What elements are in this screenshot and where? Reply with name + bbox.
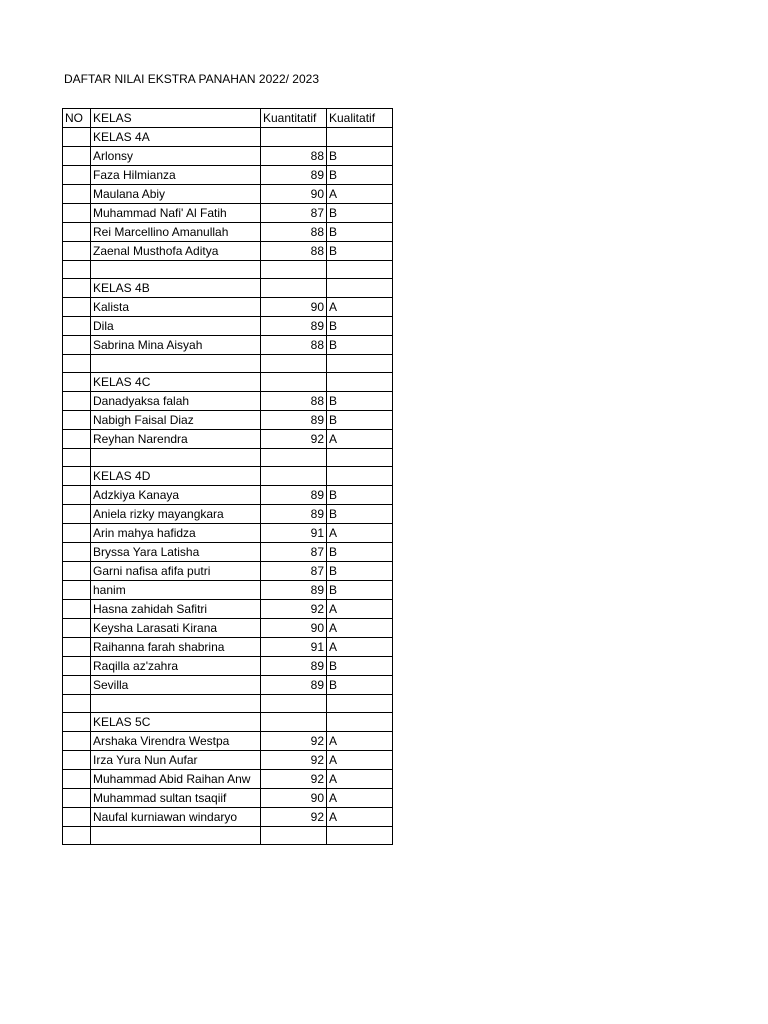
kuantitatif-score: 89 — [261, 166, 327, 185]
kualitatif-grade: B — [327, 336, 393, 355]
kualitatif-grade: A — [327, 600, 393, 619]
student-row — [63, 223, 393, 242]
kuantitatif-score: 90 — [261, 789, 327, 808]
no-cell — [63, 467, 91, 486]
no-cell — [63, 524, 91, 543]
kualitatif-cell — [327, 449, 393, 467]
no-cell — [63, 317, 91, 336]
kuantitatif-score: 88 — [261, 336, 327, 355]
kualitatif-cell — [327, 373, 393, 392]
kuantitatif-score: 88 — [261, 147, 327, 166]
student-row — [63, 657, 393, 676]
student-name: Garni nafisa afifa putri — [91, 562, 261, 581]
kuantitatif-score: 92 — [261, 430, 327, 449]
student-row — [63, 147, 393, 166]
no-cell — [63, 581, 91, 600]
student-name: Dila — [91, 317, 261, 336]
kualitatif-grade: A — [327, 808, 393, 827]
student-name: Rei Marcellino Amanullah — [91, 223, 261, 242]
student-row — [63, 336, 393, 355]
kualitatif-grade: B — [327, 166, 393, 185]
student-row — [63, 486, 393, 505]
kualitatif-grade: B — [327, 543, 393, 562]
class-group-row — [63, 128, 393, 147]
student-name: Maulana Abiy — [91, 185, 261, 204]
no-cell — [63, 223, 91, 242]
class-group-row — [63, 713, 393, 732]
kuantitatif-cell — [261, 467, 327, 486]
no-cell — [63, 261, 91, 279]
kuantitatif-score: 89 — [261, 317, 327, 336]
no-cell — [63, 732, 91, 751]
no-cell — [63, 808, 91, 827]
no-cell — [63, 751, 91, 770]
no-cell — [63, 185, 91, 204]
kuantitatif-score: 92 — [261, 770, 327, 789]
student-row — [63, 562, 393, 581]
class-label: KELAS 4D — [91, 467, 261, 486]
student-name: Sevilla — [91, 676, 261, 695]
student-row — [63, 770, 393, 789]
kualitatif-grade: B — [327, 657, 393, 676]
kuantitatif-cell — [261, 261, 327, 279]
kualitatif-grade: B — [327, 562, 393, 581]
kualitatif-cell — [327, 713, 393, 732]
student-name: Keysha Larasati Kirana — [91, 619, 261, 638]
kuantitatif-score: 89 — [261, 505, 327, 524]
kuantitatif-score: 92 — [261, 600, 327, 619]
student-name: Danadyaksa falah — [91, 392, 261, 411]
no-cell — [63, 827, 91, 845]
kelas-cell — [91, 261, 261, 279]
no-cell — [63, 147, 91, 166]
kuantitatif-score: 88 — [261, 223, 327, 242]
student-row — [63, 808, 393, 827]
student-row — [63, 638, 393, 657]
kualitatif-grade: A — [327, 298, 393, 317]
kuantitatif-cell — [261, 827, 327, 845]
no-cell — [63, 204, 91, 223]
student-row — [63, 317, 393, 336]
student-row — [63, 676, 393, 695]
kuantitatif-score: 91 — [261, 638, 327, 657]
kuantitatif-score: 91 — [261, 524, 327, 543]
empty-row — [63, 827, 393, 845]
no-cell — [63, 695, 91, 713]
student-name: Reyhan Narendra — [91, 430, 261, 449]
kelas-cell — [91, 355, 261, 373]
student-name: Nabigh Faisal Diaz — [91, 411, 261, 430]
kualitatif-grade: A — [327, 770, 393, 789]
kualitatif-grade: A — [327, 732, 393, 751]
kuantitatif-cell — [261, 355, 327, 373]
no-cell — [63, 600, 91, 619]
empty-row — [63, 261, 393, 279]
student-name: Zaenal Musthofa Aditya — [91, 242, 261, 261]
kualitatif-grade: B — [327, 242, 393, 261]
kualitatif-grade: A — [327, 524, 393, 543]
kualitatif-grade: B — [327, 411, 393, 430]
header-kualitatif: Kualitatif — [327, 109, 393, 128]
no-cell — [63, 676, 91, 695]
student-row — [63, 411, 393, 430]
kuantitatif-score: 90 — [261, 185, 327, 204]
empty-row — [63, 449, 393, 467]
student-row — [63, 524, 393, 543]
student-name: Naufal kurniawan windaryo — [91, 808, 261, 827]
student-row — [63, 543, 393, 562]
student-name: Sabrina Mina Aisyah — [91, 336, 261, 355]
no-cell — [63, 657, 91, 676]
no-cell — [63, 242, 91, 261]
no-cell — [63, 770, 91, 789]
student-row — [63, 204, 393, 223]
student-row — [63, 242, 393, 261]
kualitatif-grade: B — [327, 505, 393, 524]
kualitatif-cell — [327, 695, 393, 713]
no-cell — [63, 486, 91, 505]
student-name: Faza Hilmianza — [91, 166, 261, 185]
student-row — [63, 298, 393, 317]
student-name: Hasna zahidah Safitri — [91, 600, 261, 619]
class-label: KELAS 4B — [91, 279, 261, 298]
kuantitatif-score: 87 — [261, 204, 327, 223]
empty-row — [63, 695, 393, 713]
no-cell — [63, 298, 91, 317]
grades-body — [63, 128, 393, 845]
no-cell — [63, 562, 91, 581]
kualitatif-grade: A — [327, 789, 393, 808]
kuantitatif-cell — [261, 449, 327, 467]
class-label: KELAS 5C — [91, 713, 261, 732]
kuantitatif-score: 89 — [261, 676, 327, 695]
kualitatif-grade: B — [327, 392, 393, 411]
no-cell — [63, 166, 91, 185]
kualitatif-grade: B — [327, 223, 393, 242]
kualitatif-cell — [327, 467, 393, 486]
kualitatif-grade: A — [327, 430, 393, 449]
no-cell — [63, 638, 91, 657]
kuantitatif-score: 87 — [261, 562, 327, 581]
student-name: Muhammad sultan tsaqiif — [91, 789, 261, 808]
kualitatif-grade: B — [327, 147, 393, 166]
kuantitatif-score: 92 — [261, 751, 327, 770]
class-group-row — [63, 467, 393, 486]
student-row — [63, 751, 393, 770]
class-label: KELAS 4A — [91, 128, 261, 147]
kelas-cell — [91, 827, 261, 845]
kuantitatif-score: 87 — [261, 543, 327, 562]
student-name: Muhammad Abid Raihan Anw — [91, 770, 261, 789]
student-row — [63, 789, 393, 808]
kualitatif-cell — [327, 261, 393, 279]
student-name: Raqilla az'zahra — [91, 657, 261, 676]
student-name: Arshaka Virendra Westpa — [91, 732, 261, 751]
kualitatif-grade: B — [327, 676, 393, 695]
grades-table — [62, 108, 393, 845]
kuantitatif-score: 89 — [261, 411, 327, 430]
kuantitatif-score: 89 — [261, 657, 327, 676]
no-cell — [63, 392, 91, 411]
kuantitatif-score: 88 — [261, 242, 327, 261]
header-kelas: KELAS — [91, 109, 261, 128]
student-name: hanim — [91, 581, 261, 600]
student-name: Bryssa Yara Latisha — [91, 543, 261, 562]
student-row — [63, 185, 393, 204]
kuantitatif-cell — [261, 279, 327, 298]
student-row — [63, 392, 393, 411]
kualitatif-grade: B — [327, 486, 393, 505]
class-label: KELAS 4C — [91, 373, 261, 392]
student-row — [63, 732, 393, 751]
kualitatif-grade: A — [327, 751, 393, 770]
kuantitatif-cell — [261, 373, 327, 392]
kuantitatif-score: 92 — [261, 732, 327, 751]
document-title: DAFTAR NILAI EKSTRA PANAHAN 2022/ 2023 — [64, 72, 319, 86]
kualitatif-grade: A — [327, 619, 393, 638]
student-row — [63, 619, 393, 638]
kuantitatif-cell — [261, 128, 327, 147]
no-cell — [63, 713, 91, 732]
no-cell — [63, 336, 91, 355]
kualitatif-cell — [327, 355, 393, 373]
student-name: Raihanna farah shabrina — [91, 638, 261, 657]
kuantitatif-score: 90 — [261, 298, 327, 317]
kuantitatif-score: 89 — [261, 486, 327, 505]
student-name: Arin mahya hafidza — [91, 524, 261, 543]
empty-row — [63, 355, 393, 373]
no-cell — [63, 279, 91, 298]
no-cell — [63, 373, 91, 392]
kualitatif-cell — [327, 128, 393, 147]
kualitatif-grade: A — [327, 638, 393, 657]
student-name: Irza Yura Nun Aufar — [91, 751, 261, 770]
class-group-row — [63, 279, 393, 298]
kuantitatif-score: 92 — [261, 808, 327, 827]
student-row — [63, 166, 393, 185]
kelas-cell — [91, 449, 261, 467]
student-name: Muhammad Nafi' Al Fatih — [91, 204, 261, 223]
no-cell — [63, 128, 91, 147]
no-cell — [63, 619, 91, 638]
no-cell — [63, 449, 91, 467]
kuantitatif-score: 90 — [261, 619, 327, 638]
student-name: Aniela rizky mayangkara — [91, 505, 261, 524]
student-row — [63, 600, 393, 619]
header-no: NO — [63, 109, 91, 128]
kuantitatif-cell — [261, 695, 327, 713]
no-cell — [63, 430, 91, 449]
header-row — [63, 109, 393, 128]
student-row — [63, 505, 393, 524]
no-cell — [63, 411, 91, 430]
student-name: Kalista — [91, 298, 261, 317]
kualitatif-cell — [327, 827, 393, 845]
no-cell — [63, 543, 91, 562]
kuantitatif-score: 88 — [261, 392, 327, 411]
no-cell — [63, 355, 91, 373]
kualitatif-grade: B — [327, 581, 393, 600]
header-kuantitatif: Kuantitatif — [261, 109, 327, 128]
no-cell — [63, 505, 91, 524]
class-group-row — [63, 373, 393, 392]
kelas-cell — [91, 695, 261, 713]
kualitatif-grade: B — [327, 317, 393, 336]
kuantitatif-cell — [261, 713, 327, 732]
student-row — [63, 430, 393, 449]
kualitatif-grade: A — [327, 185, 393, 204]
kualitatif-grade: B — [327, 204, 393, 223]
student-name: Adzkiya Kanaya — [91, 486, 261, 505]
kuantitatif-score: 89 — [261, 581, 327, 600]
no-cell — [63, 789, 91, 808]
student-row — [63, 581, 393, 600]
kualitatif-cell — [327, 279, 393, 298]
student-name: Arlonsy — [91, 147, 261, 166]
